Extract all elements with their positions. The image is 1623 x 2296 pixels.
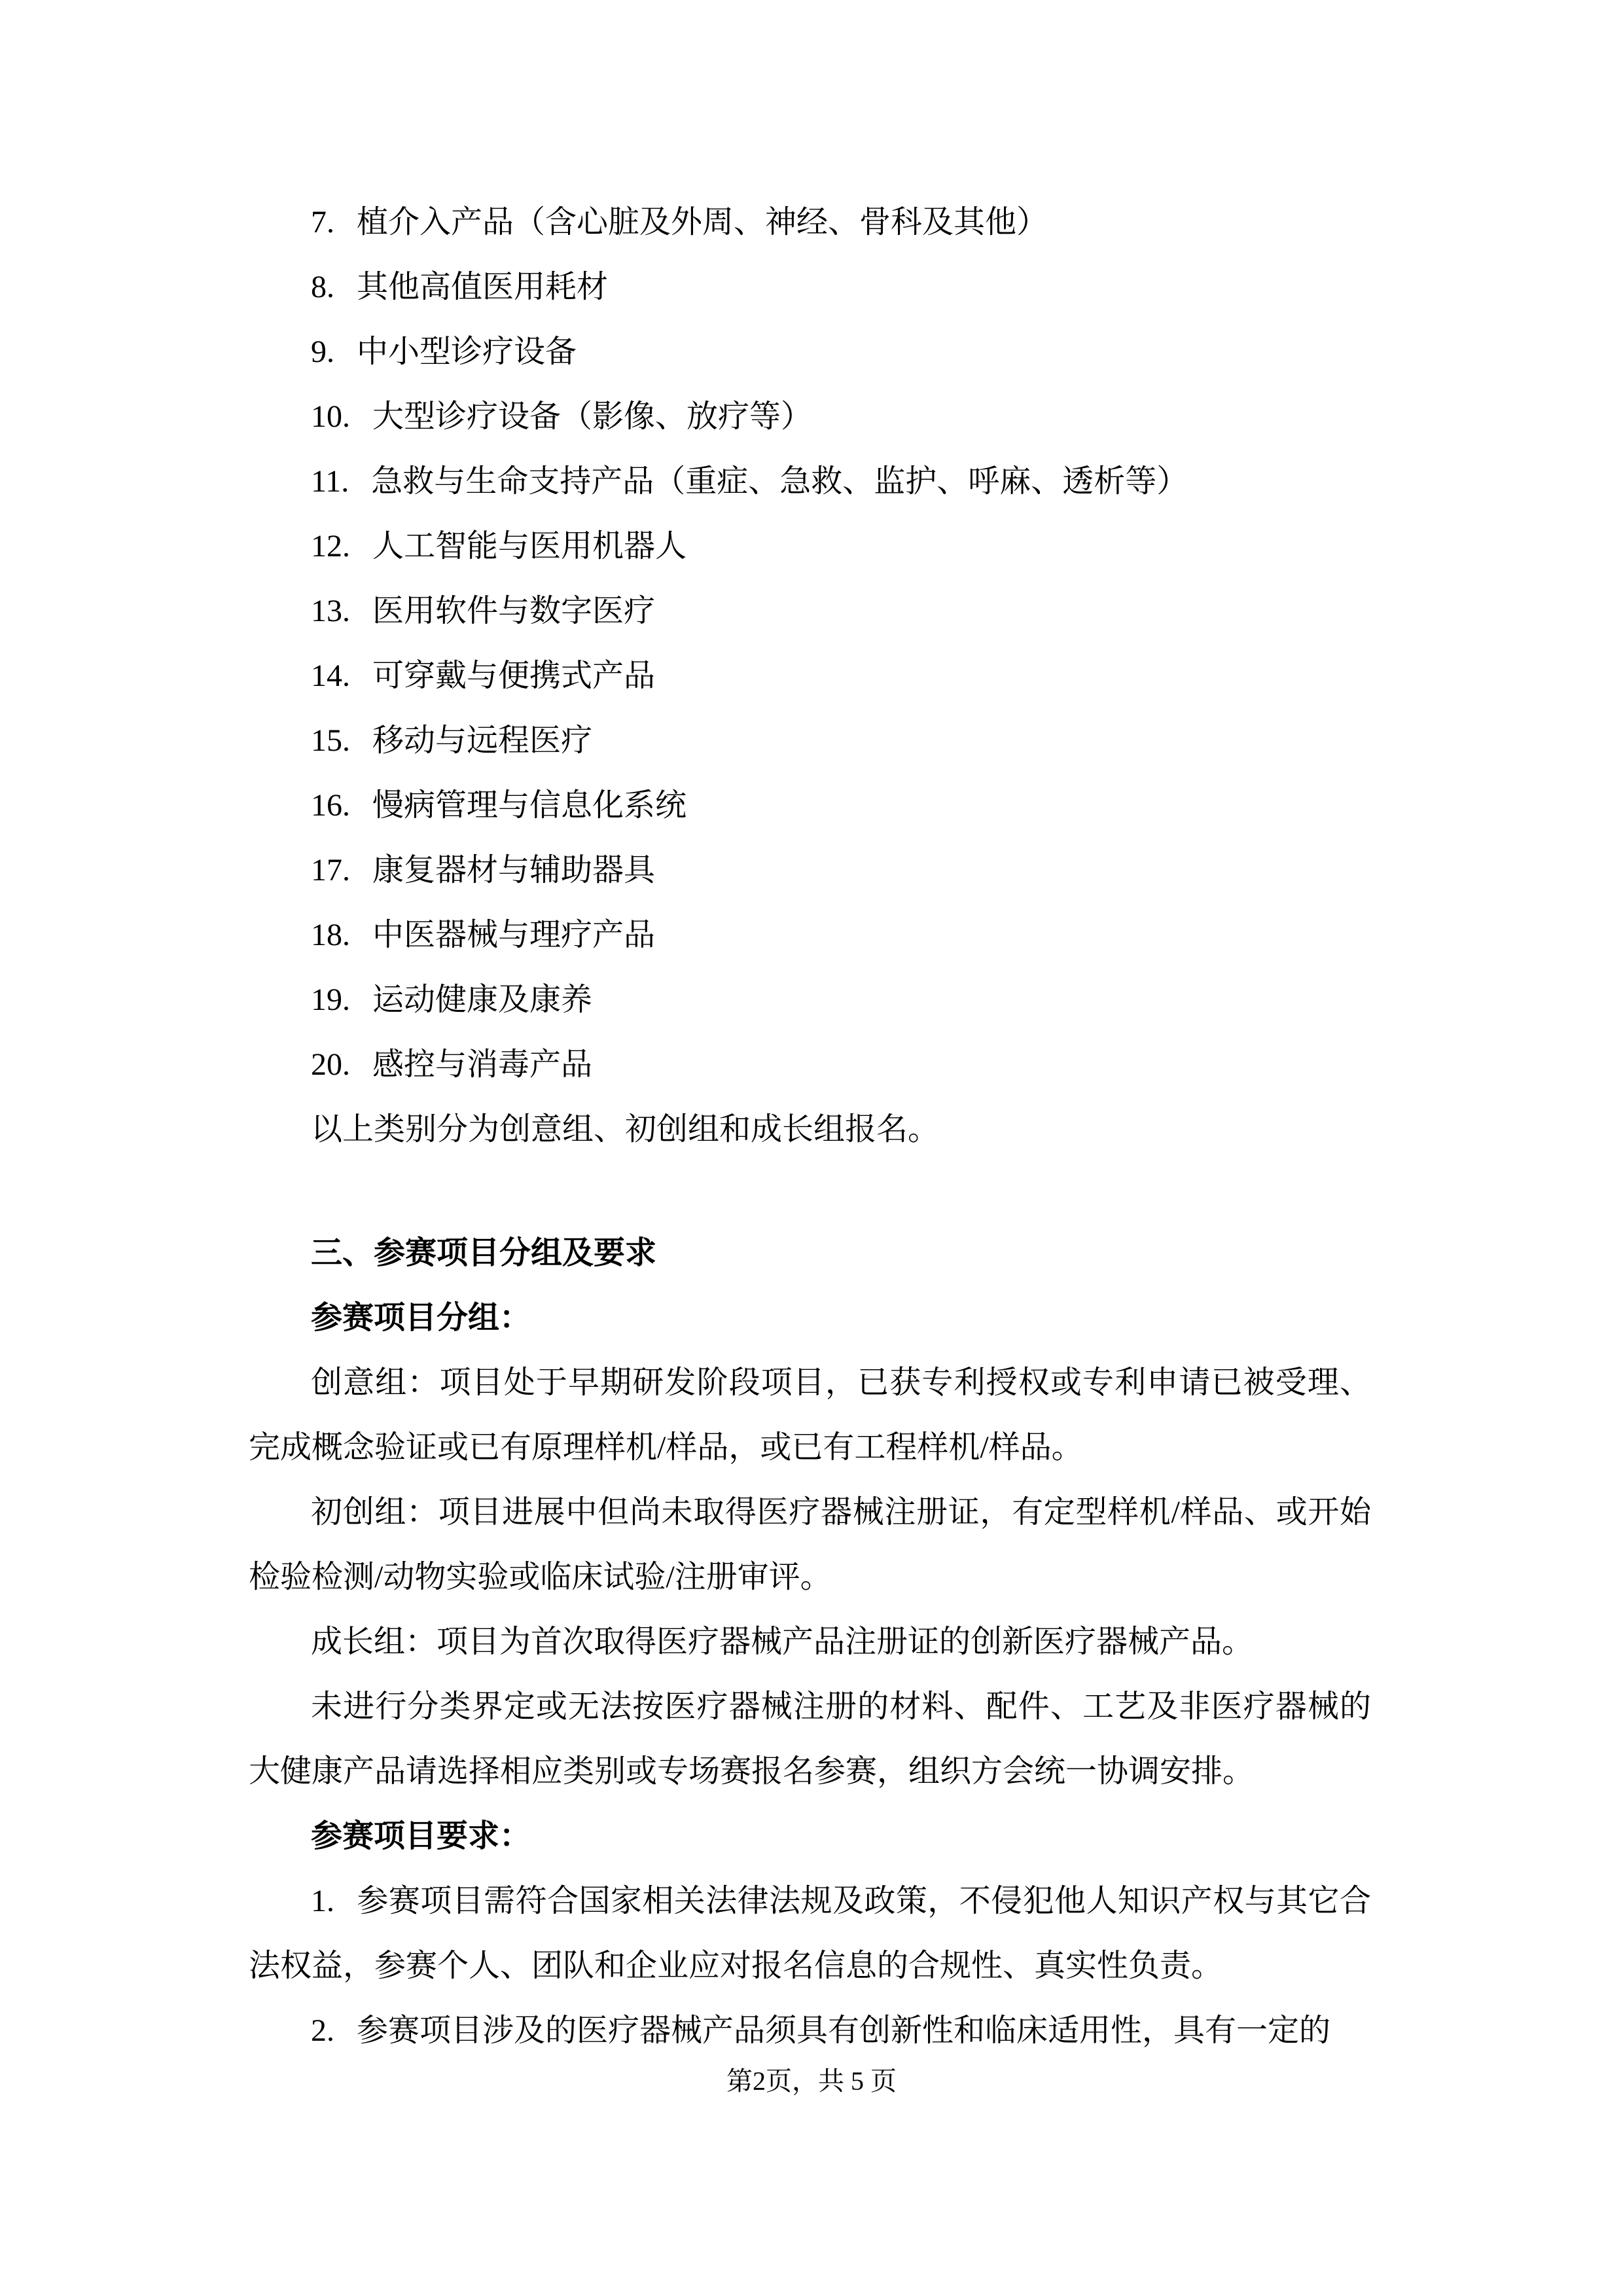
list-item-text: 运动健康及康养 (372, 982, 593, 1017)
list-item (249, 449, 1371, 514)
list-item-text: 医用软件与数字医疗 (372, 594, 656, 628)
list-item (249, 773, 1371, 838)
closing-line: 以上类别分为创意组、初创组和成长组报名。 (311, 1112, 940, 1147)
list-item-number: 7. (311, 205, 334, 240)
list-item-number: 18. (311, 918, 350, 952)
list-item-text: 感控与消毒产品 (372, 1047, 593, 1082)
list-item (249, 967, 1371, 1032)
page-footer: 第2页，共 5 页 (726, 2066, 897, 2096)
list-item (249, 384, 1371, 449)
requirement-text: 参赛项目需符合国家相关法律法规及政策，不侵犯他人知识产权与其它合法权益，参赛个人、团队和企业应对报名信息的合规性、真实性负责。 (249, 1884, 1371, 1983)
list-item-text: 中医器械与理疗产品 (372, 918, 656, 952)
list-item-text: 人工智能与医用机器人 (372, 529, 687, 564)
list-item-number: 14. (311, 658, 350, 693)
list-item-number: 10. (311, 399, 350, 434)
list-item-number: 20. (311, 1047, 350, 1082)
list-item-text: 可穿戴与便携式产品 (372, 658, 656, 693)
document-body (249, 190, 1371, 2063)
section-heading: 三、参赛项目分组及要求 (311, 1236, 657, 1270)
requirement-number: 2. (311, 2013, 334, 2048)
list-item-number: 19. (311, 982, 350, 1017)
paragraph-unclassified: 未进行分类界定或无法按医疗器械注册的材料、配件、工艺及非医疗器械的大健康产品请选择相应类别或专场赛报名参赛，组织方会统一协调安排。 (249, 1689, 1371, 1789)
paragraph-chuangyi-group: 创意组：项目处于早期研发阶段项目，已获专利授权或专利申请已被受理、完成概念验证或已有原理样机/样品，或已有工程样机/样品。 (249, 1365, 1371, 1465)
list-item (249, 255, 1371, 319)
list-item-text: 急救与生命支持产品（重症、急救、监护、呼麻、透析等） (371, 464, 1188, 499)
list-item (249, 514, 1371, 579)
requirement-number: 1. (311, 1884, 334, 1918)
list-item-number: 8. (311, 270, 334, 304)
list-item-text: 植介入产品（含心脏及外周、神经、骨科及其他） (357, 205, 1048, 240)
requirement-item (249, 1998, 1371, 2063)
list-item (249, 579, 1371, 643)
list-item-text: 其他高值医用耗材 (357, 270, 609, 304)
list-item-number: 11. (311, 464, 349, 499)
list-item (249, 838, 1371, 903)
list-item (249, 903, 1371, 967)
list-item (249, 643, 1371, 708)
list-item-text: 中小型诊疗设备 (357, 334, 577, 369)
paragraph-chengzhang-group: 成长组：项目为首次取得医疗器械产品注册证的创新医疗器械产品。 (311, 1624, 1254, 1659)
list-item (249, 708, 1371, 773)
list-item-text: 移动与远程医疗 (372, 723, 593, 758)
list-item (249, 1032, 1371, 1097)
list-item (249, 319, 1371, 384)
list-item-text: 慢病管理与信息化系统 (372, 788, 687, 823)
requirement-item (249, 1869, 1371, 1998)
list-item-number: 16. (311, 788, 350, 823)
requirements-subheading: 参赛项目要求： (311, 1819, 531, 1854)
list-item (249, 190, 1371, 255)
list-item-number: 9. (311, 334, 334, 369)
list-item-text: 康复器材与辅助器具 (372, 853, 656, 888)
list-item-text: 大型诊疗设备（影像、放疗等） (372, 399, 813, 434)
list-item-number: 17. (311, 853, 350, 888)
list-item-number: 15. (311, 723, 350, 758)
paragraph-chuchuang-group: 初创组：项目进展中但尚未取得医疗器械注册证，有定型样机/样品、或开始检验检测/动物实验或临床试验/注册审评。 (249, 1495, 1371, 1594)
requirement-text: 参赛项目涉及的医疗器械产品须具有创新性和临床适用性，具有一定的 (357, 2013, 1331, 2048)
list-item-number: 12. (311, 529, 350, 564)
group-subheading: 参赛项目分组： (311, 1300, 531, 1335)
list-item-number: 13. (311, 594, 350, 628)
